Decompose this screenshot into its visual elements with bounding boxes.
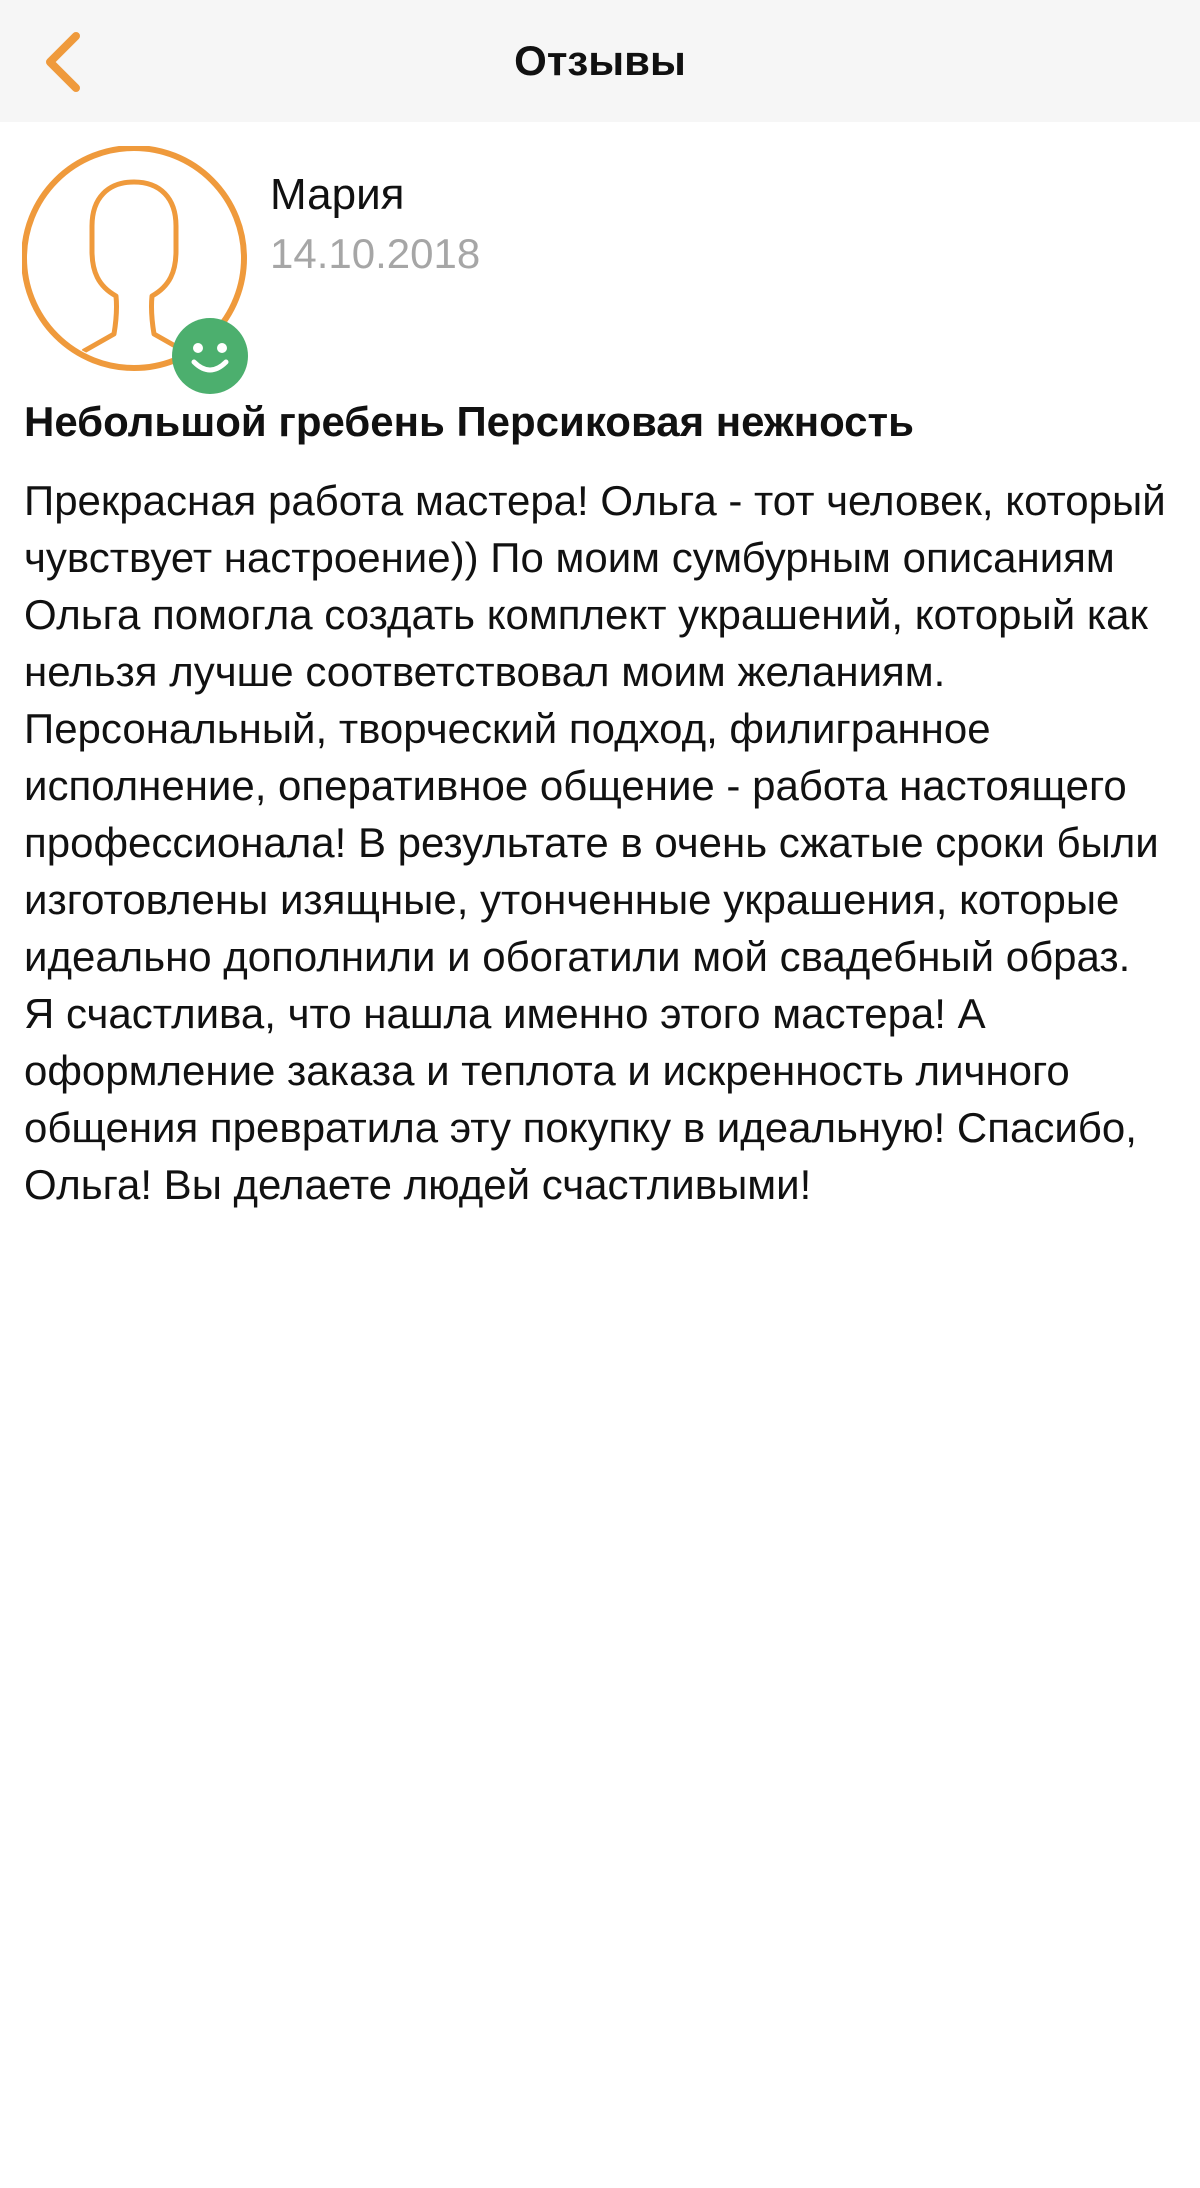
- avatar: [22, 146, 250, 396]
- review-paragraph: Прекрасная работа мастера! Ольга - тот человек, который чувствует настроение)) По моим сумбурным описаниям Ольга помогла создать комплект украшений, который как нельзя лучше соответствовал моим желаниям. Персональный, творческий подход, филигранное исполнение, оперативное общение - работа настоящего профессионала! В результате в очень сжатые сроки были изготовлены изящные, утонченные украшения, которые идеально дополнили и обогатили мой свадебный образ.: [24, 477, 1166, 980]
- navigation-bar: [0, 0, 1200, 122]
- chevron-left-icon: [40, 30, 84, 94]
- product-title: Небольшой гребень Персиковая нежность: [24, 398, 914, 445]
- author-name: Мария: [270, 170, 405, 219]
- smiley-face-icon: [170, 316, 250, 396]
- review-date: 14.10.2018: [270, 230, 481, 277]
- review-paragraph: Я счастлива, что нашла именно этого мастера! А оформление заказа и теплота и искренность личного общения превратила эту покупку в идеальную! Спасибо, Ольга! Вы делаете людей счастливыми!: [24, 990, 1137, 1208]
- review-text: [24, 472, 1184, 1213]
- page-title: Отзывы: [514, 37, 686, 84]
- back-button[interactable]: [40, 22, 116, 102]
